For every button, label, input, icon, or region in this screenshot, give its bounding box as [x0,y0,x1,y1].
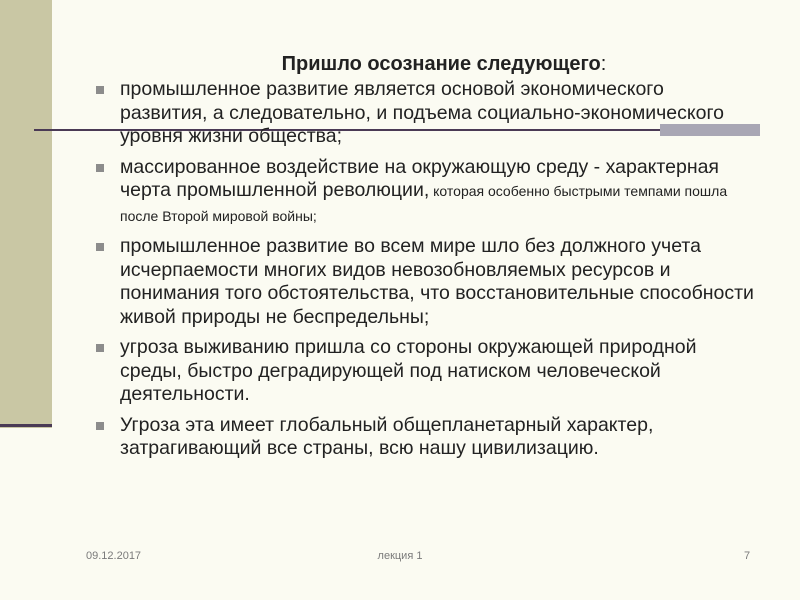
sidebar-decoration [0,0,52,428]
list-item-text: Угроза эта имеет глобальный общепланетарный характер, затрагивающий все страны, всю нашу цивилизацию. [120,413,654,459]
bullet-list [94,78,754,461]
list-item [94,156,754,229]
footer-title: лекция 1 [377,550,423,562]
square-bullet-icon [96,344,104,352]
square-bullet-icon [96,243,104,251]
slide-content [94,52,754,468]
list-item [94,336,754,407]
list-item-small-text: которая особенно быстрыми темпами пошла после Второй мировой войны; [120,183,728,224]
square-bullet-icon [96,86,104,94]
list-item-text: массированное воздействие на окружающую среду - характерная черта промышленной революции, [120,155,719,201]
list-item [94,235,754,329]
heading-text: Пришло осознание следующего [281,53,601,75]
footer-page-number: 7 [744,550,751,562]
list-item-text: промышленное развитие является основой экономического развития, а следовательно, и подъема социально-экономического уровня жизни общества; [120,78,725,147]
list-item [94,78,754,149]
slide-heading [94,52,754,76]
list-item [94,414,754,461]
heading-colon: : [600,53,607,75]
list-item-text: промышленное развитие во всем мире шло без должного учета исчерпаемости многих видов невозобновляемых ресурсов и понимания того обстоятельства, что восстановительные способности живой природы не беспредельны; [120,235,754,328]
footer-date: 09.12.2017 [86,550,142,562]
list-item-text: угроза выживанию пришла со стороны окружающей природной среды, быстро деградирующей под натиском человеческой деятельности. [120,336,697,405]
sidebar-rule [0,424,52,427]
square-bullet-icon [96,422,104,430]
square-bullet-icon [96,164,104,172]
